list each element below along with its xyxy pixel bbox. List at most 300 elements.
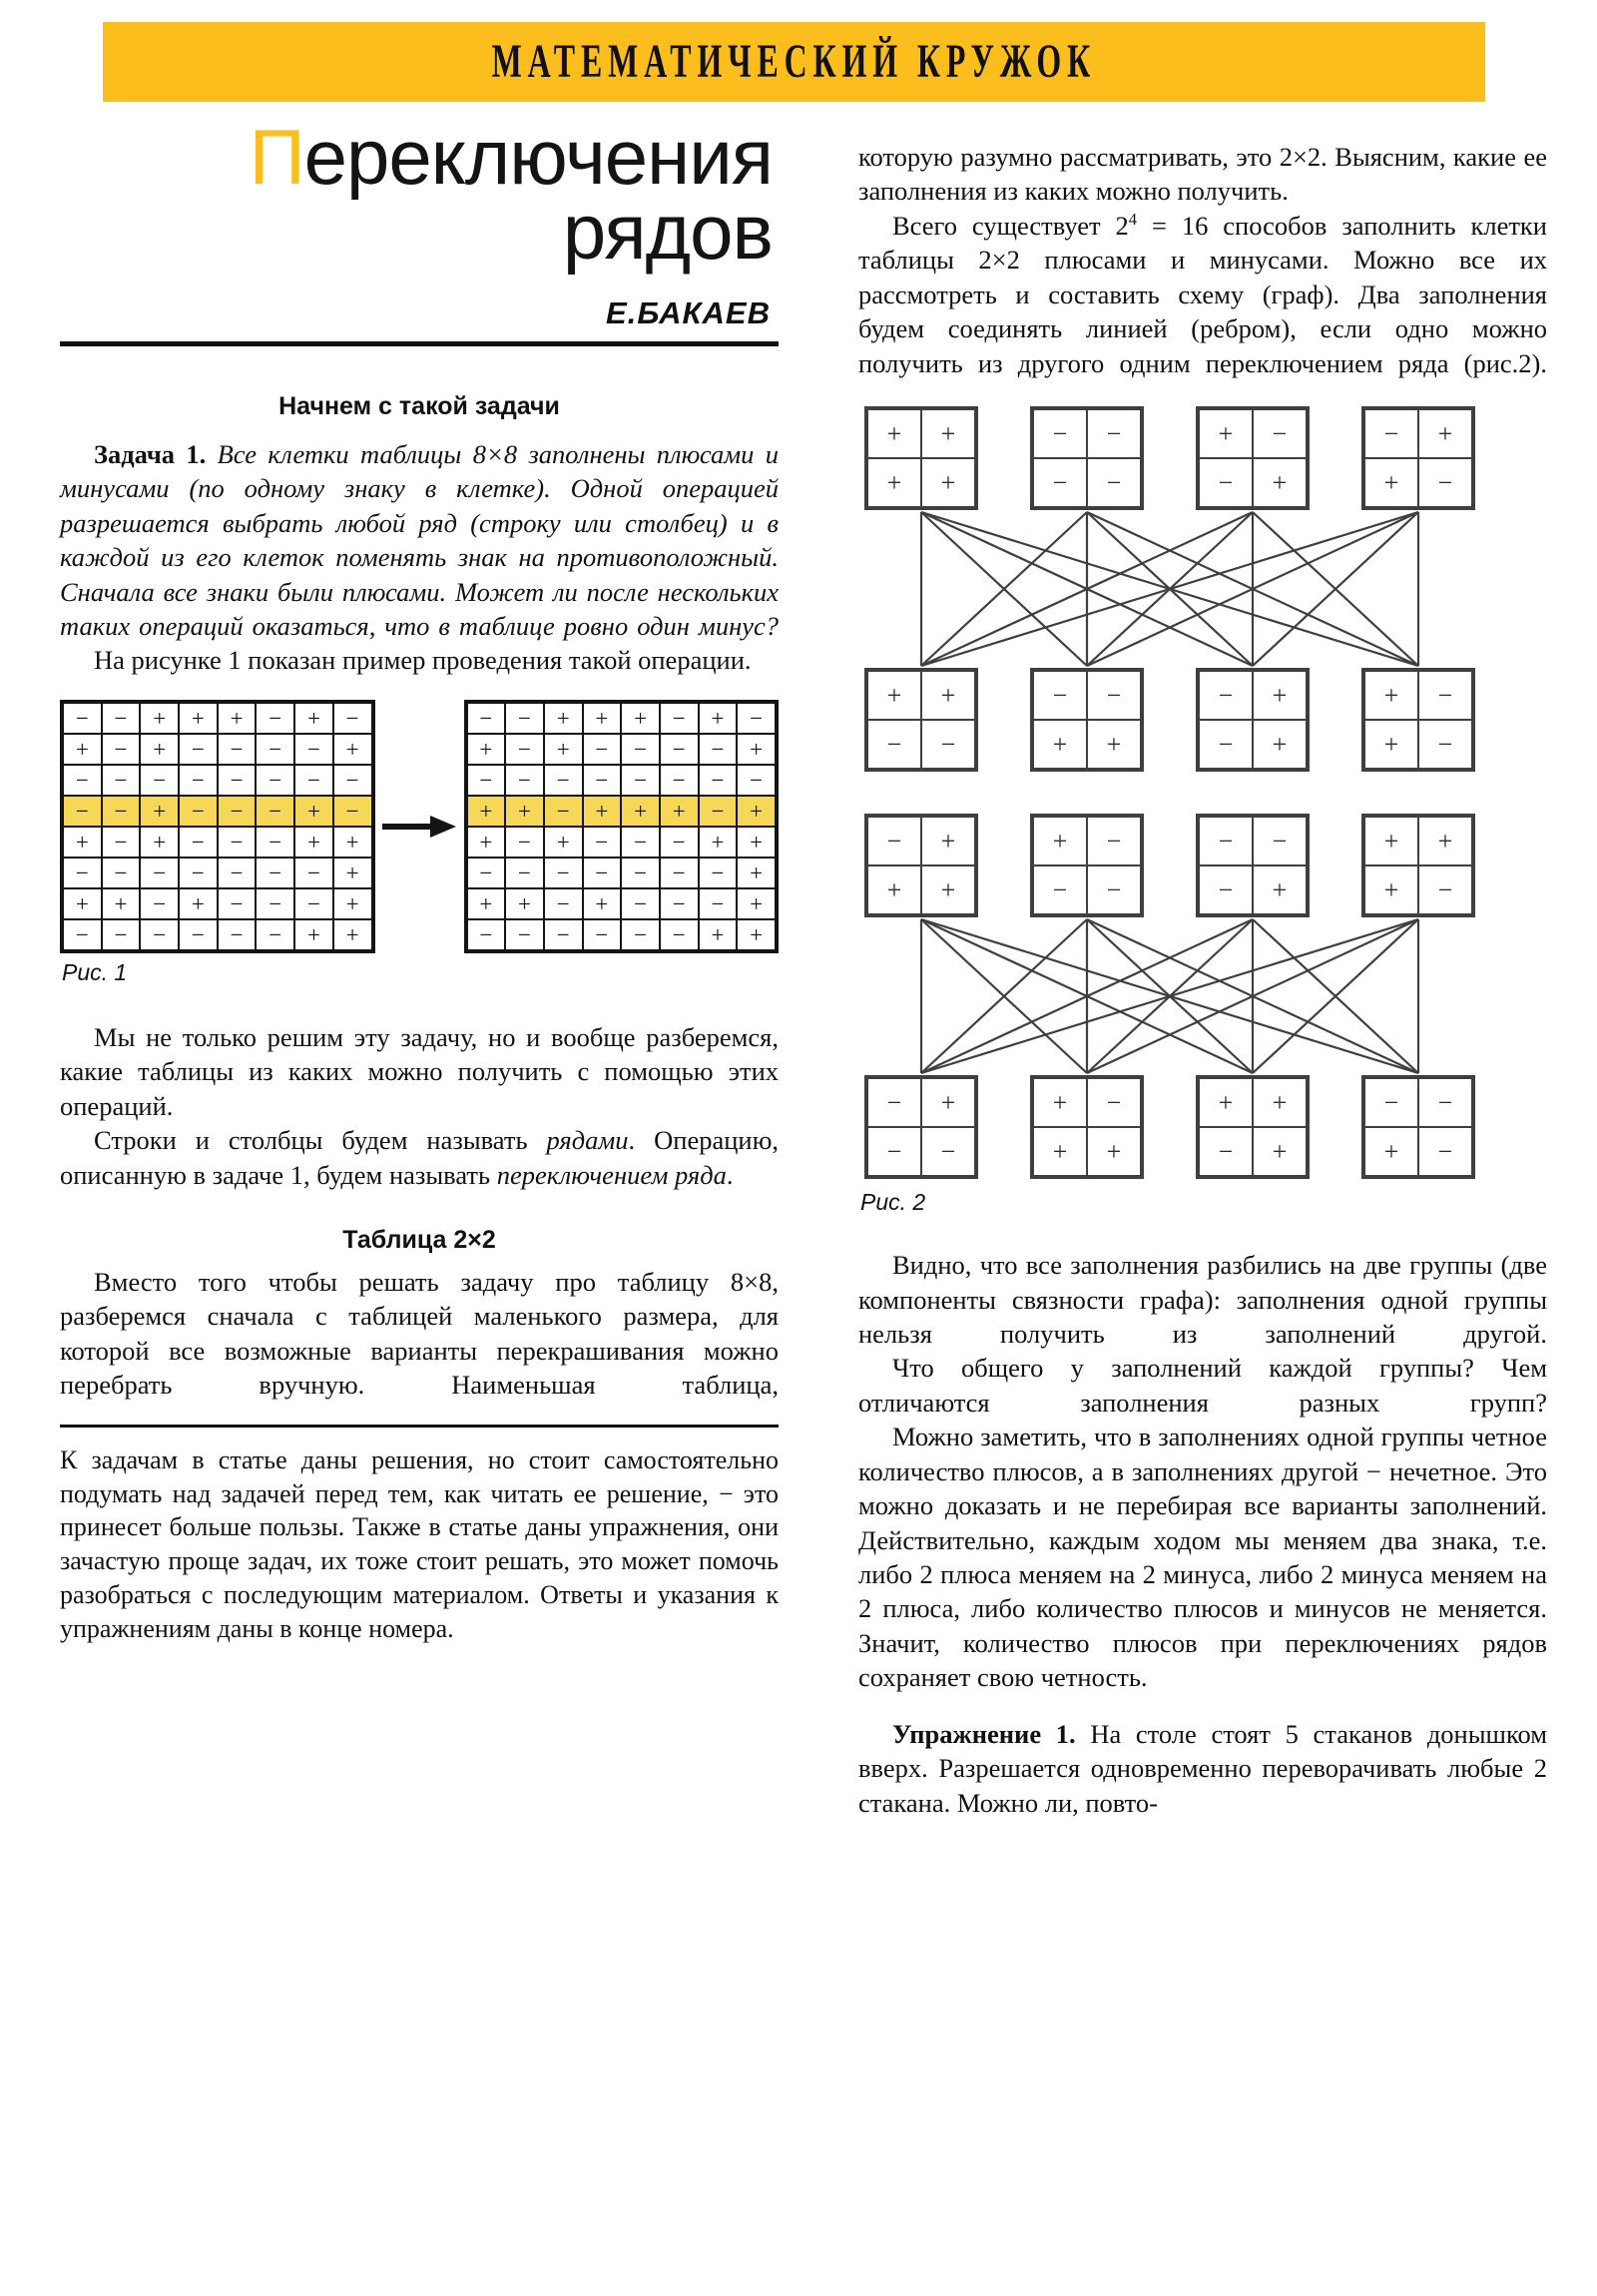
grid-cell: + <box>179 702 218 734</box>
grid-cell: − <box>218 858 257 888</box>
grid-cell: + <box>737 888 777 919</box>
grid-cell: − <box>62 858 102 888</box>
grid-cell: + <box>1253 458 1308 508</box>
grid-cell: − <box>866 720 921 770</box>
graph-node <box>1361 814 1475 917</box>
table-row <box>866 720 976 770</box>
grid-cell: − <box>1418 1077 1473 1127</box>
grid-cell: + <box>1087 720 1142 770</box>
table-row <box>1363 670 1473 720</box>
editorial-note <box>60 1425 779 1646</box>
title-first-letter: П <box>249 113 304 201</box>
figure-1-grid-before <box>60 700 375 953</box>
grid-cell: + <box>921 408 976 458</box>
grid-cell: − <box>1087 1077 1142 1127</box>
table-row <box>866 670 976 720</box>
grid-cell: + <box>1253 670 1308 720</box>
grid-cell: − <box>505 827 544 858</box>
page-title <box>60 113 779 276</box>
grid-cell: + <box>62 734 102 765</box>
table-2x2 <box>864 668 978 772</box>
table-row <box>62 734 373 765</box>
para-2: Мы не только решим эту задачу, но и вообще разберемся, какие таблицы из каких можно получить с помощью этих операций. <box>60 1021 779 1121</box>
table-2x2 <box>864 406 978 510</box>
grid-cell: − <box>1198 670 1253 720</box>
graph-node <box>864 1075 978 1179</box>
table-row <box>1198 720 1308 770</box>
grid-cell: − <box>621 827 660 858</box>
right-para-4: Что общего у заполнений каждой группы? Чем отличаются заполнения разных групп? <box>858 1353 1547 1418</box>
grid-cell: − <box>140 765 179 796</box>
table-row <box>1032 670 1142 720</box>
section-heading-1: Начнем с такой задачи <box>278 391 560 420</box>
grid-cell: − <box>218 919 257 951</box>
grid-cell: − <box>1418 720 1473 770</box>
author-byline: Е.БАКАЕВ <box>606 294 771 330</box>
grid-cell: − <box>102 765 141 796</box>
grid-cell: + <box>660 796 699 827</box>
grid-cell: + <box>102 888 141 919</box>
grid-cell: − <box>1087 458 1142 508</box>
table-row <box>1032 816 1142 865</box>
grid-cell: − <box>140 858 179 888</box>
grid-cell: − <box>256 919 294 951</box>
table-2x2 <box>1361 814 1475 917</box>
grid-cell: − <box>294 888 333 919</box>
table-row <box>1363 720 1473 770</box>
grid-cell: − <box>866 1077 921 1127</box>
grid-cell: − <box>1087 865 1142 915</box>
table-2x2 <box>864 814 978 917</box>
grid-cell: − <box>179 919 218 951</box>
figure-2-caption: Рис. 2 <box>860 1189 926 1216</box>
exercise-1-paragraph <box>858 1717 1547 1820</box>
exercise-1-label: Упражнение 1. <box>892 1718 1076 1749</box>
grid-cell: − <box>140 919 179 951</box>
header-banner <box>103 22 1485 102</box>
grid-cell: + <box>218 702 257 734</box>
table-row <box>1032 720 1142 770</box>
figure-2-group-1 <box>858 406 1547 772</box>
grid-cell: + <box>333 858 373 888</box>
table-row <box>1363 458 1473 508</box>
grid-cell: − <box>737 765 777 796</box>
grid-cell: + <box>1418 408 1473 458</box>
grid-cell: − <box>583 919 622 951</box>
grid-cell: − <box>1363 1077 1418 1127</box>
grid-cell: − <box>466 702 506 734</box>
grid-cell: − <box>866 816 921 865</box>
problem-1-paragraph <box>60 437 779 644</box>
grid-cell: − <box>62 702 102 734</box>
grid-cell: − <box>294 858 333 888</box>
figure-2-group-2 <box>858 814 1547 1179</box>
grid-cell: + <box>583 702 622 734</box>
grid-cell: + <box>1198 1077 1253 1127</box>
grid-cell: + <box>544 734 583 765</box>
table-row <box>1198 408 1308 458</box>
grid-cell: − <box>1363 408 1418 458</box>
grid-cell: + <box>921 865 976 915</box>
grid-cell: + <box>1198 408 1253 458</box>
grid-cell: − <box>218 888 257 919</box>
grid-cell: − <box>218 796 257 827</box>
problem-1-label: Задача 1. <box>94 438 207 469</box>
grid-cell: + <box>140 702 179 734</box>
table-row <box>62 827 373 858</box>
grid-cell: − <box>1032 458 1087 508</box>
grid-cell: + <box>866 670 921 720</box>
table-row <box>466 827 778 858</box>
grid-cell: − <box>699 796 738 827</box>
grid-cell: − <box>179 858 218 888</box>
table-row <box>466 734 778 765</box>
grid-cell: − <box>583 858 622 888</box>
grid-cell: − <box>256 734 294 765</box>
grid-cell: − <box>1198 1127 1253 1177</box>
grid-cell: − <box>737 702 777 734</box>
grid-cell: − <box>179 734 218 765</box>
grid-cell: − <box>466 919 506 951</box>
grid-cell: − <box>62 765 102 796</box>
grid-cell: − <box>179 765 218 796</box>
grid-cell: − <box>583 765 622 796</box>
grid-cell: − <box>544 919 583 951</box>
para-3-em-2: переключением ряда <box>496 1159 727 1190</box>
grid-cell: − <box>621 858 660 888</box>
grid-cell: − <box>699 858 738 888</box>
para-after-problem: На рисунке 1 показан пример проведения такой операции. <box>94 645 752 676</box>
arrow-right-icon <box>382 814 456 840</box>
grid-cell: − <box>256 702 294 734</box>
grid-cell: − <box>505 734 544 765</box>
grid-cell: − <box>102 827 141 858</box>
grid-cell: − <box>621 919 660 951</box>
table-row <box>1198 670 1308 720</box>
graph-node <box>1196 668 1310 772</box>
grid-cell: − <box>660 827 699 858</box>
grid-cell: − <box>660 765 699 796</box>
grid-cell: − <box>621 734 660 765</box>
table-row <box>1363 865 1473 915</box>
grid-cell: − <box>921 1127 976 1177</box>
grid-cell: + <box>1363 670 1418 720</box>
table-row <box>62 702 373 734</box>
grid-cell: + <box>737 796 777 827</box>
para-3-em-1: рядами <box>546 1125 629 1156</box>
table-row <box>1363 1077 1473 1127</box>
table-row <box>466 702 778 734</box>
grid-cell: + <box>737 827 777 858</box>
grid-cell: + <box>505 796 544 827</box>
editorial-note-text: К задачам в статье даны решения, но стоит самостоятельно подумать над задачей перед тем, как читать ее решение, − это принесет больше пользы. Также в статье даны упражнения, они зачастую проще задач, их тоже стоит решать, это может помочь разобраться с последующим материалом. Ответы и указания к упражнениям даны в конце номера. <box>60 1444 779 1643</box>
para-3 <box>60 1123 779 1192</box>
graph-node <box>1196 814 1310 917</box>
grid-cell: + <box>583 888 622 919</box>
graph-node <box>1196 1075 1310 1179</box>
grid-cell: − <box>466 765 506 796</box>
graph-node <box>1030 668 1144 772</box>
table-row <box>466 919 778 951</box>
grid-cell: + <box>1032 816 1087 865</box>
para-3-b: . Операцию, описанную в задаче 1, будем называть <box>60 1125 779 1190</box>
grid-cell: + <box>466 888 506 919</box>
grid-cell: − <box>102 702 141 734</box>
grid-cell: + <box>179 888 218 919</box>
table-row <box>1032 408 1142 458</box>
table-row <box>866 865 976 915</box>
graph-node <box>864 406 978 510</box>
grid-cell: − <box>1087 408 1142 458</box>
power-exponent: 4 <box>1128 210 1138 230</box>
grid-cell: + <box>699 919 738 951</box>
grid-cell: − <box>583 734 622 765</box>
left-column <box>60 113 780 1646</box>
table-2x2 <box>1030 668 1144 772</box>
grid-cell: − <box>583 827 622 858</box>
grid-cell: + <box>544 827 583 858</box>
graph-node <box>1361 1075 1475 1179</box>
right-column <box>858 140 1547 1820</box>
table-row <box>62 858 373 888</box>
table-2x2 <box>1196 668 1310 772</box>
section-heading-2: Таблица 2×2 <box>342 1226 496 1254</box>
grid-cell: − <box>256 765 294 796</box>
grid-cell: − <box>699 888 738 919</box>
grid-cell: + <box>1363 816 1418 865</box>
power-base: 2 <box>1115 210 1129 241</box>
table-row <box>866 458 976 508</box>
right-para-1: которую разумно рассматривать, это 2×2. Выясним, какие ее заполнения из каких можно получить. <box>858 142 1547 207</box>
grid-cell: + <box>1363 865 1418 915</box>
title-rest: ереключения <box>303 113 773 201</box>
grid-cell: + <box>866 408 921 458</box>
grid-cell: + <box>1363 1127 1418 1177</box>
table-2x2 <box>1196 406 1310 510</box>
exercise-1-text: На столе стоят 5 стаканов донышком вверх. Разрешается одновременно переворачивать любые 2 стакана. Можно ли, повто- <box>858 1718 1547 1818</box>
grid-cell: + <box>1253 1077 1308 1127</box>
table-row <box>1032 458 1142 508</box>
table-row <box>866 816 976 865</box>
grid-cell: + <box>140 734 179 765</box>
right-para-3: Видно, что все заполнения разбились на две группы (две компоненты связности графа): заполнения одной группы нельзя получить из заполнений другой. <box>858 1250 1547 1349</box>
grid-cell: − <box>660 858 699 888</box>
graph-node <box>1030 814 1144 917</box>
grid-cell: − <box>333 765 373 796</box>
grid-cell: + <box>294 919 333 951</box>
grid-cell: − <box>294 734 333 765</box>
graph-node <box>864 668 978 772</box>
grid-cell: − <box>544 858 583 888</box>
graph-node <box>1030 406 1144 510</box>
grid-cell: − <box>544 765 583 796</box>
table-row <box>1032 1127 1142 1177</box>
table-row <box>466 765 778 796</box>
grid-cell: + <box>737 919 777 951</box>
grid-cell: − <box>1087 670 1142 720</box>
grid-cell: − <box>621 765 660 796</box>
title-divider <box>60 341 779 346</box>
table-row <box>1198 816 1308 865</box>
grid-cell: + <box>583 796 622 827</box>
grid-cell: + <box>466 796 506 827</box>
power-equals: = 16 <box>1137 210 1209 241</box>
grid-cell: − <box>218 734 257 765</box>
graph-node <box>864 814 978 917</box>
grid-cell: − <box>102 796 141 827</box>
grid-cell: − <box>1032 408 1087 458</box>
grid-cell: + <box>1253 1127 1308 1177</box>
grid-cell: + <box>621 796 660 827</box>
grid-cell: − <box>218 827 257 858</box>
table-row <box>62 765 373 796</box>
figure-1 <box>60 700 779 953</box>
grid-cell: − <box>1418 1127 1473 1177</box>
table-2x2 <box>1030 1075 1144 1179</box>
grid-cell: − <box>1418 458 1473 508</box>
grid-cell: − <box>1198 720 1253 770</box>
grid-cell: − <box>866 1127 921 1177</box>
grid-cell: − <box>699 765 738 796</box>
graph-node <box>1361 406 1475 510</box>
figure-1-arrow <box>375 814 464 840</box>
grid-cell: + <box>62 888 102 919</box>
grid-cell: + <box>466 734 506 765</box>
grid-cell: − <box>333 796 373 827</box>
figure-1-caption: Рис. 1 <box>62 958 128 985</box>
para-3-a: Строки и столбцы будем называть <box>94 1125 547 1156</box>
grid-cell: + <box>294 827 333 858</box>
grid-cell: + <box>1418 816 1473 865</box>
grid-cell: − <box>1198 816 1253 865</box>
grid-cell: + <box>140 827 179 858</box>
grid-cell: − <box>660 919 699 951</box>
right-para-2 <box>858 209 1547 380</box>
right-para-5: Можно заметить, что в заполнениях одной группы четное количество плюсов, а в заполнениях другой − нечетное. Это можно доказать и не перебирая все варианты заполнений. Действительно, каждым ходом мы меняем два знака, т.е. либо 2 плюса меняем на 2 минуса, либо 2 минуса меняем на 2 плюса, либо количество плюсов и минусов не меняется. Значит, количество плюсов при переключениях рядов сохраняет свою четность. <box>858 1422 1547 1693</box>
graph-node <box>1361 668 1475 772</box>
banner-title: МАТЕМАТИЧЕСКИЙ КРУЖОК <box>491 35 1097 89</box>
para-4: Вместо того чтобы решать задачу про таблицу 8×8, разберемся сначала с таблицей маленького размера, для которой все возможные варианты перекрашивания можно перебрать вручную. Наименьшая таблица, <box>60 1267 779 1401</box>
graph-node <box>1030 1075 1144 1179</box>
grid-cell: + <box>466 827 506 858</box>
right-para-2-pre: Всего существует <box>892 210 1116 241</box>
grid-cell: − <box>621 888 660 919</box>
grid-cell: + <box>621 702 660 734</box>
grid-cell: − <box>505 858 544 888</box>
grid-cell: + <box>1032 1127 1087 1177</box>
table-2x2 <box>1030 814 1144 917</box>
figure-2 <box>858 406 1547 1179</box>
grid-cell: − <box>333 702 373 734</box>
grid-cell: − <box>544 888 583 919</box>
grid-cell: + <box>699 827 738 858</box>
grid-cell: + <box>737 734 777 765</box>
grid-cell: − <box>1087 816 1142 865</box>
table-row <box>1198 1127 1308 1177</box>
grid-cell: + <box>333 734 373 765</box>
grid-cell: − <box>660 734 699 765</box>
grid-cell: − <box>1198 458 1253 508</box>
grid-cell: + <box>1032 1077 1087 1127</box>
grid-cell: + <box>921 816 976 865</box>
table-row <box>1198 458 1308 508</box>
grid-cell: + <box>1032 720 1087 770</box>
table-2x2 <box>1196 1075 1310 1179</box>
grid-cell: + <box>866 865 921 915</box>
grid-cell: + <box>1363 458 1418 508</box>
table-row <box>1032 1077 1142 1127</box>
table-row <box>466 796 778 827</box>
grid-cell: − <box>921 720 976 770</box>
grid-cell: − <box>660 888 699 919</box>
table-row <box>866 408 976 458</box>
grid-cell: + <box>1087 1127 1142 1177</box>
grid-cell: − <box>62 919 102 951</box>
grid-cell: + <box>921 458 976 508</box>
grid-cell: + <box>333 827 373 858</box>
grid-cell: − <box>256 858 294 888</box>
problem-1-text: Все клетки таблицы 8×8 заполнены плюсами и минусами (по одному знаку в клетке). Одной операцией разрешается выбрать любой ряд (строку или столбец) и в каждой из его клеток поменять знак на противоположный. Сначала все знаки были плюсами. Может ли после нескольких таких операций оказаться, что в таблице ровно один минус? <box>60 438 780 641</box>
grid-cell: + <box>1253 720 1308 770</box>
grid-cell: + <box>921 670 976 720</box>
grid-cell: − <box>256 827 294 858</box>
grid-cell: + <box>866 458 921 508</box>
grid-cell: − <box>505 765 544 796</box>
table-2x2 <box>1361 406 1475 510</box>
table-row <box>866 1077 976 1127</box>
grid-cell: + <box>544 702 583 734</box>
grid-cell: − <box>1198 865 1253 915</box>
table-2x2 <box>1030 406 1144 510</box>
grid-cell: − <box>544 796 583 827</box>
table-row <box>62 888 373 919</box>
grid-cell: − <box>1032 670 1087 720</box>
grid-cell: + <box>699 702 738 734</box>
table-row <box>1363 1127 1473 1177</box>
grid-cell: + <box>294 796 333 827</box>
grid-cell: − <box>140 888 179 919</box>
grid-cell: + <box>921 1077 976 1127</box>
grid-cell: − <box>102 919 141 951</box>
table-row <box>1363 408 1473 458</box>
grid-cell: − <box>1032 865 1087 915</box>
title-line-2: рядов <box>562 187 773 276</box>
grid-cell: − <box>505 919 544 951</box>
grid-cell: + <box>1363 720 1418 770</box>
table-row <box>1198 865 1308 915</box>
figure-1-grid-after <box>464 700 780 953</box>
table-row <box>466 888 778 919</box>
grid-cell: + <box>333 919 373 951</box>
table-row <box>1032 865 1142 915</box>
grid-cell: − <box>218 765 257 796</box>
grid-cell: − <box>256 888 294 919</box>
grid-cell: + <box>1253 865 1308 915</box>
table-2x2 <box>1361 668 1475 772</box>
grid-cell: − <box>1418 865 1473 915</box>
grid-cell: − <box>1253 816 1308 865</box>
table-2x2 <box>864 1075 978 1179</box>
table-2x2 <box>1196 814 1310 917</box>
grid-cell: + <box>737 858 777 888</box>
para-3-c: . <box>726 1159 734 1190</box>
grid-cell: − <box>179 827 218 858</box>
table-2x2 <box>1361 1075 1475 1179</box>
grid-cell: − <box>102 858 141 888</box>
grid-cell: − <box>102 734 141 765</box>
table-row <box>466 858 778 888</box>
table-row <box>62 796 373 827</box>
